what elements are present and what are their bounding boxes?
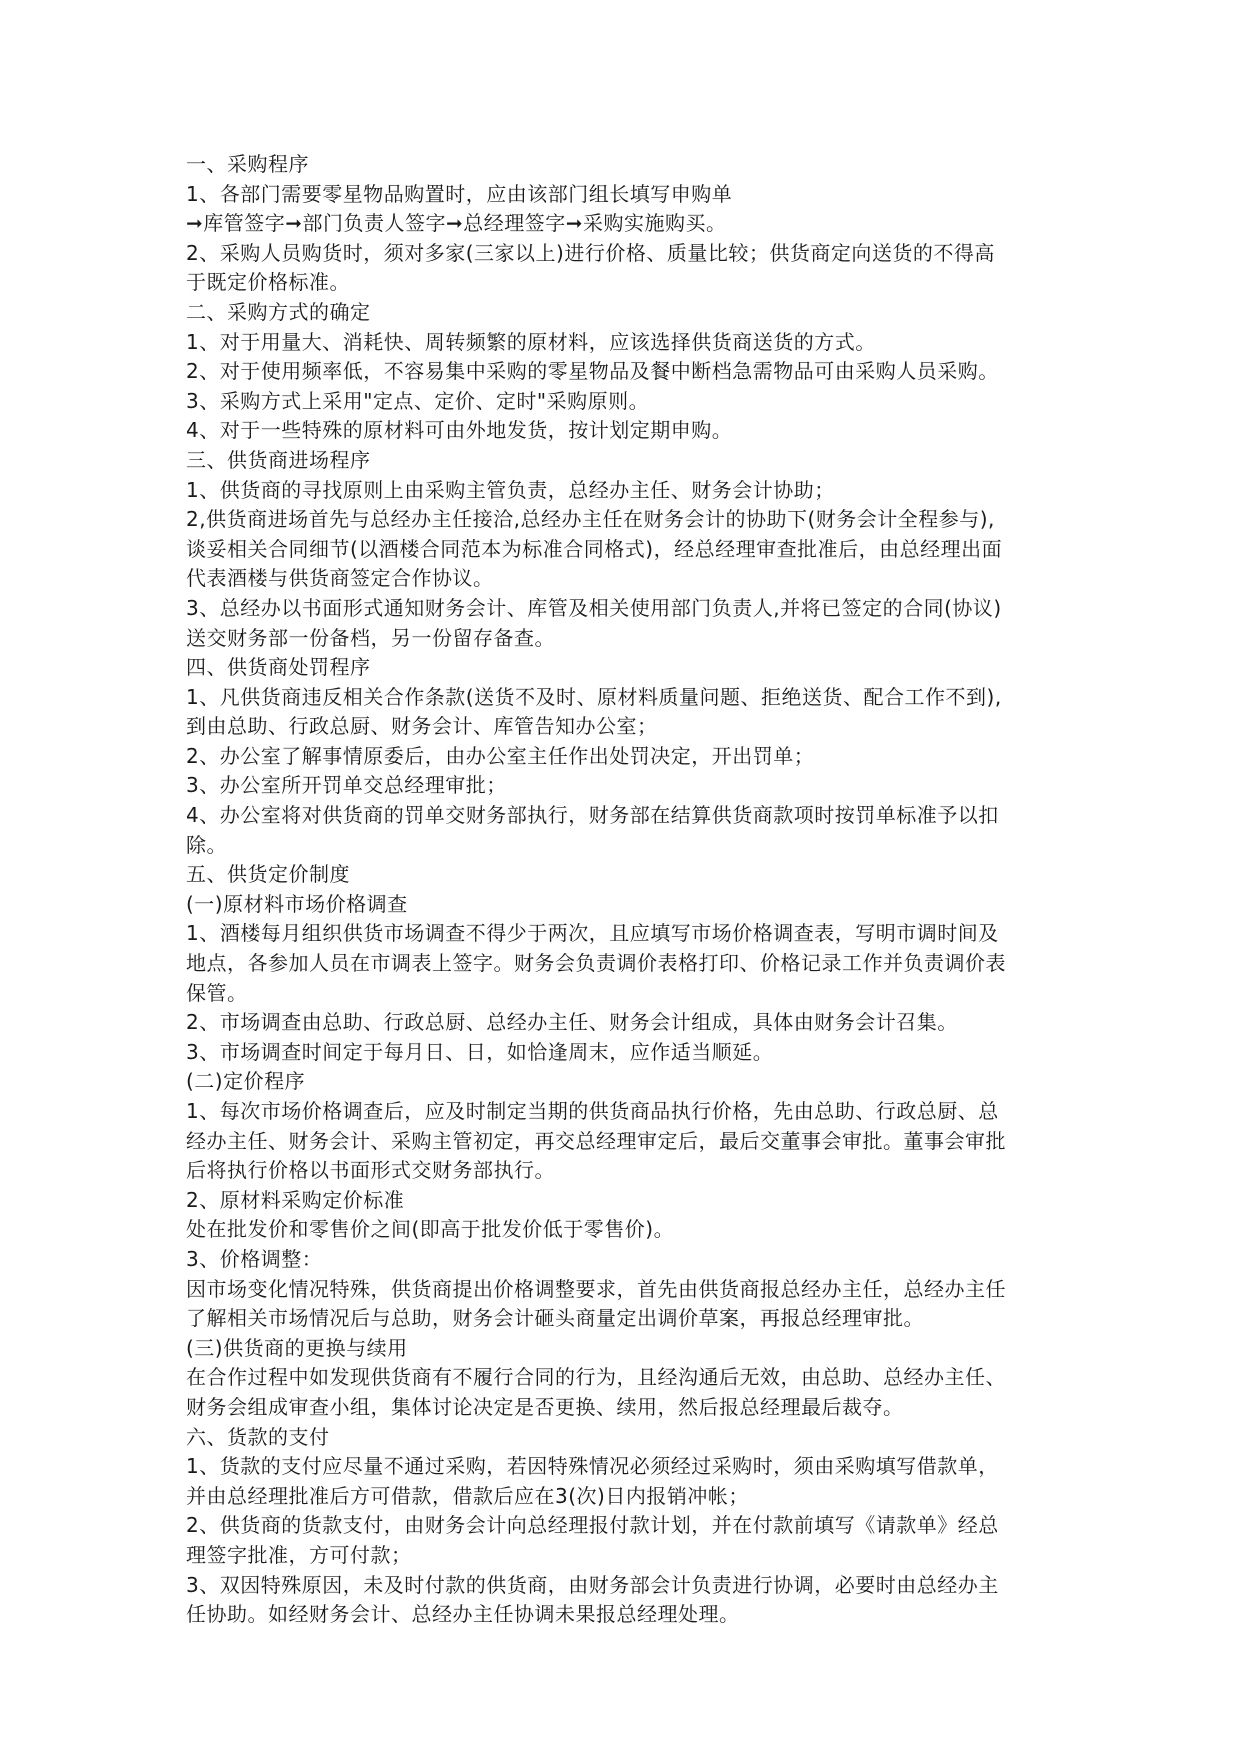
text-line: 二、采购方式的确定 — [186, 299, 371, 324]
text-line: 3、价格调整： — [186, 1246, 323, 1271]
text-line: 3、双因特殊原因，未及时付款的供货商，由财务部会计负责进行协调，必要时由总经办主 — [186, 1572, 999, 1597]
text-line: 一、采购程序 — [186, 152, 309, 176]
text-line: 2、原材料采购定价标准 — [186, 1187, 405, 1212]
text-line: 2、采购人员购货时，须对多家(三家以上)进行价格、质量比较；供货商定向送货的不得高 — [186, 240, 995, 265]
text-line: 除。 — [186, 832, 227, 857]
text-line: 处在批发价和零售价之间(即高于批发价低于零售价)。 — [186, 1217, 675, 1242]
text-line: 3、采购方式上采用"定点、定价、定时"采购原则。 — [186, 388, 650, 413]
text-line: 2、办公室了解事情原委后，由办公室主任作出处罚决定，开出罚单； — [186, 743, 815, 768]
text-line: 2、对于使用频率低，不容易集中采购的零星物品及餐中断档急需物品可由采购人员采购。 — [186, 359, 999, 384]
text-line: 代表酒楼与供货商签定合作协议。 — [186, 566, 494, 591]
text-line: 六、货款的支付 — [186, 1424, 330, 1449]
text-line: 2,供货商进场首先与总经办主任接洽,总经办主任在财务会计的协助下(财务会计全程参与), — [186, 507, 995, 532]
text-line: 3、总经办以书面形式通知财务会计、库管及相关使用部门负责人,并将已签定的合同(协议) — [186, 595, 1002, 620]
text-line: 3、市场调查时间定于每月日、日，如恰逢周末，应作适当顺延。 — [186, 1039, 774, 1064]
text-line: 于既定价格标准。 — [186, 270, 350, 295]
text-line: 地点，各参加人员在市调表上签字。财务会负责调价表格打印、价格记录工作并负责调价表 — [186, 951, 1006, 976]
text-line: 2、供货商的货款支付，由财务会计向总经理报付款计划，并在付款前填写《请款单》经总 — [186, 1513, 999, 1538]
text-line: 并由总经理批准后方可借款，借款后应在3(次)日内报销冲帐； — [186, 1483, 749, 1508]
text-line: 4、对于一些特殊的原材料可由外地发货，按计划定期申购。 — [186, 418, 733, 443]
text-line: 四、供货商处罚程序 — [186, 655, 371, 680]
text-line: 1、货款的支付应尽量不通过采购，若因特殊情况必须经过采购时，须由采购填写借款单， — [186, 1454, 999, 1479]
text-line: 五、供货定价制度 — [186, 862, 350, 887]
text-line: ➞库管签字➞部门负责人签字➞总经理签字➞采购实施购买。 — [186, 211, 727, 236]
text-line: 三、供货商进场程序 — [186, 447, 371, 472]
text-line: (一)原材料市场价格调查 — [186, 891, 408, 916]
text-line: 1、每次市场价格调查后，应及时制定当期的供货商品执行价格，先由总助、行政总厨、总 — [186, 1099, 999, 1123]
text-line: 谈妥相关合同细节(以酒楼合同范本为标准合同格式)，经总经理审查批准后，由总经理出面 — [186, 536, 1003, 561]
document-body — [186, 150, 1066, 1630]
text-line: (二)定价程序 — [186, 1069, 306, 1094]
text-line: 了解相关市场情况后与总助，财务会计砸头商量定出调价草案，再报总经理审批。 — [186, 1306, 924, 1331]
text-line: 3、办公室所开罚单交总经理审批； — [186, 773, 507, 798]
text-line: 在合作过程中如发现供货商有不履行合同的行为，且经沟通后无效，由总助、总经办主任、 — [186, 1365, 1006, 1390]
text-line: 1、凡供货商违反相关合作条款(送货不及时、原材料质量问题、拒绝送货、配合工作不到), — [186, 684, 1002, 709]
text-line: 1、各部门需要零星物品购置时，应由该部门组长填写申购单 — [186, 181, 733, 206]
text-line: 1、供货商的寻找原则上由采购主管负责，总经办主任、财务会计协助； — [186, 477, 835, 502]
text-line: (三)供货商的更换与续用 — [186, 1335, 408, 1360]
text-line: 后将执行价格以书面形式交财务部执行。 — [186, 1158, 555, 1183]
text-line: 任协助。如经财务会计、总经办主任协调未果报总经理处理。 — [186, 1602, 740, 1627]
text-line: 理签字批准，方可付款； — [186, 1542, 412, 1567]
text-line: 送交财务部一份备档，另一份留存备查。 — [186, 625, 555, 650]
text-line: 保管。 — [186, 980, 248, 1005]
text-line: 到由总助、行政总厨、财务会计、库管告知办公室； — [186, 714, 658, 739]
text-line: 经办主任、财务会计、采购主管初定，再交总经理审定后，最后交董事会审批。董事会审批 — [186, 1128, 1006, 1153]
text-line: 1、对于用量大、消耗快、周转频繁的原材料，应该选择供货商送货的方式。 — [186, 329, 876, 354]
text-line: 2、市场调查由总助、行政总厨、总经办主任、财务会计组成，具体由财务会计召集。 — [186, 1010, 958, 1035]
text-line: 1、酒楼每月组织供货市场调查不得少于两次，且应填写市场价格调查表，写明市调时间及 — [186, 921, 999, 946]
text-line: 因市场变化情况特殊，供货商提出价格调整要求，首先由供货商报总经办主任，总经办主任 — [186, 1276, 1006, 1301]
text-line: 4、办公室将对供货商的罚单交财务部执行，财务部在结算供货商款项时按罚单标准予以扣 — [186, 803, 999, 828]
text-line: 财务会组成审查小组，集体讨论决定是否更换、续用，然后报总经理最后裁夺。 — [186, 1394, 904, 1419]
